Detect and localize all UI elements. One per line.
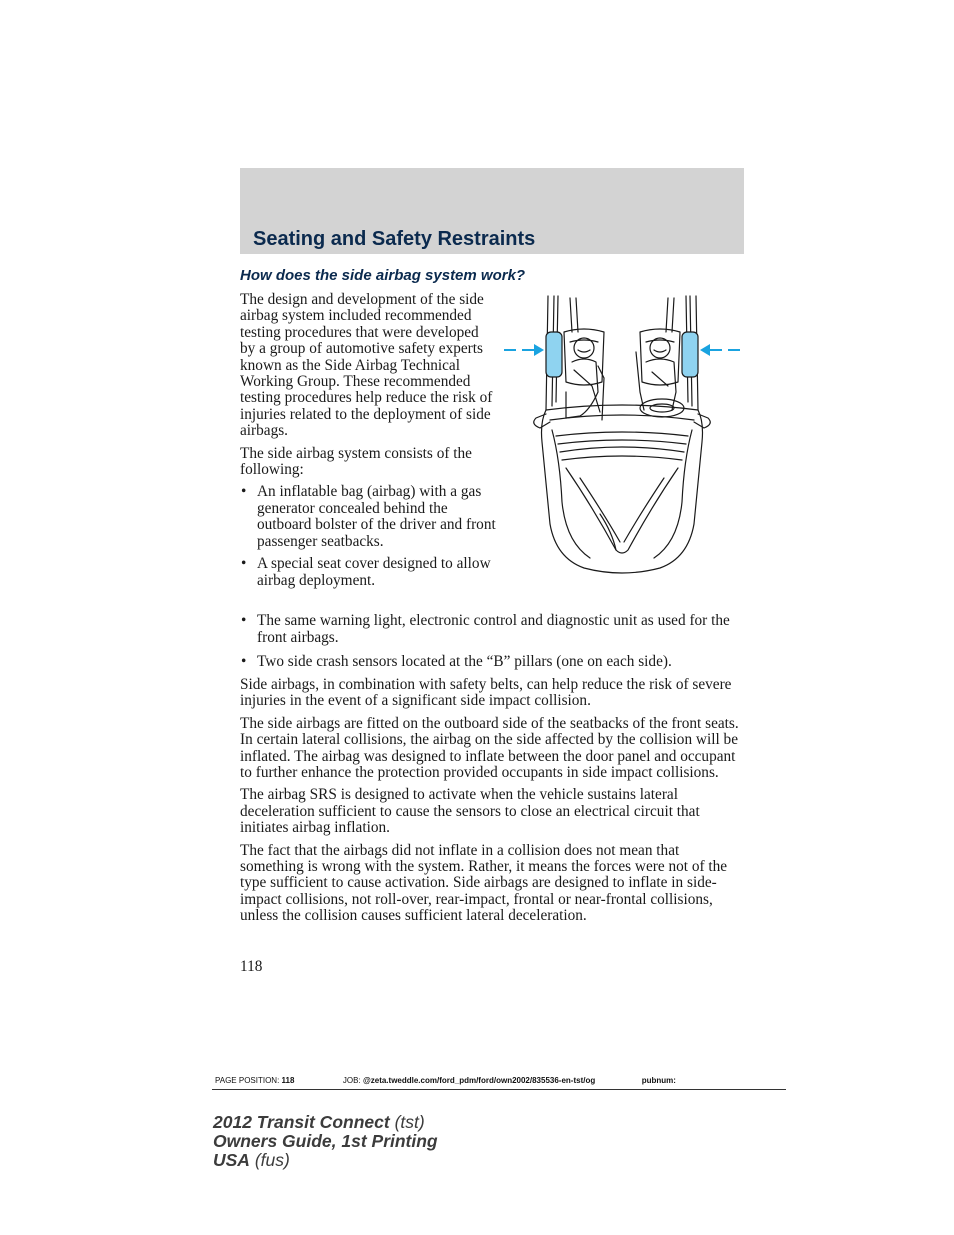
- job-value: @zeta.tweddle.com/ford_pdm/ford/own2002/835536-en-tst/og: [362, 1076, 596, 1085]
- impact-arrows: [504, 344, 740, 356]
- left-arrow-head-icon: [534, 344, 544, 356]
- book-market: USA: [213, 1150, 250, 1170]
- book-line-market: [213, 1151, 438, 1170]
- side-airbag-illustration: [500, 292, 744, 577]
- body-paragraph: The side airbags are fitted on the outboard side of the seatbacks of the front seats. In certain lateral collisions, the airbag on the side affected by the collision will be inflated. The airbag was designed to inflate between the door panel and occupant to further enhance the protection provided occupants in side impact collisions.: [240, 714, 739, 782]
- right-side-airbag: [682, 332, 698, 377]
- page-position-label: PAGE POSITION:: [215, 1076, 280, 1085]
- book-line-edition: [213, 1132, 438, 1151]
- book-line-model: [213, 1113, 438, 1132]
- pubnum-label: pubnum:: [641, 1076, 676, 1085]
- bullet-icon: •: [241, 612, 247, 629]
- body-paragraph: The fact that the airbags did not inflate in a collision does not mean that something is wrong with the system. Rather, it means the forces were not of the type sufficient to cause activation. Side airbags are designed to inflate in side-impact collisions, not roll-over, rear-impact, frontal or near-frontal collisions, unless the collision causes sufficient lateral deceleration.: [240, 841, 728, 925]
- job-label: JOB:: [342, 1076, 361, 1085]
- bullet-icon: •: [241, 555, 247, 573]
- book-identification: [213, 1113, 438, 1170]
- body-paragraph: Side airbags, in combination with safety belts, can help reduce the risk of severe injuries in the event of a significant side impact collision.: [240, 676, 732, 710]
- list-item-text: A special seat cover designed to allow airbag deployment.: [257, 555, 491, 589]
- section-header-band: [240, 168, 744, 254]
- main-column: [240, 612, 746, 931]
- bullet-icon: •: [241, 653, 247, 670]
- list-item: [240, 612, 746, 646]
- right-arrow-head-icon: [700, 344, 710, 356]
- list-item-text: An inflatable bag (airbag) with a gas generator concealed behind the outboard bolster of the driver and front passenger seatbacks.: [257, 483, 496, 550]
- intro-paragraph: The design and development of the side airbag system included recommended testing procedures that were developed by a group of automotive safety experts known as the Side Airbag Technical Working Group. These recommended testing procedures help reduce the risk of injuries related to the deployment of side airbags.: [240, 291, 493, 440]
- page-number: 118: [240, 958, 263, 975]
- list-item-text: Two side crash sensors located at the “B” pillars (one on each side).: [257, 653, 672, 670]
- list-item: [240, 556, 496, 589]
- intro-paragraph: The side airbag system consists of the following:: [240, 444, 472, 479]
- component-list: [240, 484, 496, 588]
- list-item-text: The same warning light, electronic control and diagnostic unit as used for the front airbags.: [257, 612, 730, 646]
- component-list-continued: [240, 612, 746, 670]
- body-paragraph: The airbag SRS is designed to activate when the vehicle sustains lateral deceleration sufficient to cause the sensors to close an electrical circuit that initiates airbag inflation.: [240, 786, 700, 837]
- footer-divider: [212, 1089, 786, 1090]
- book-model-code: (tst): [394, 1112, 425, 1132]
- book-model: 2012 Transit Connect: [213, 1112, 390, 1132]
- left-side-airbag: [546, 332, 562, 377]
- book-edition: Owners Guide, 1st Printing: [213, 1131, 438, 1151]
- car-top-view-figure: [500, 292, 744, 577]
- list-item: [240, 484, 496, 550]
- bullet-icon: •: [241, 483, 247, 501]
- page-position-value: 118: [281, 1076, 295, 1085]
- list-item: [240, 653, 746, 670]
- intro-column: [240, 292, 496, 595]
- section-title: Seating and Safety Restraints: [253, 228, 536, 250]
- subheading: How does the side airbag system work?: [240, 267, 526, 284]
- print-job-info: [215, 1076, 676, 1085]
- book-market-code: (fus): [254, 1150, 290, 1170]
